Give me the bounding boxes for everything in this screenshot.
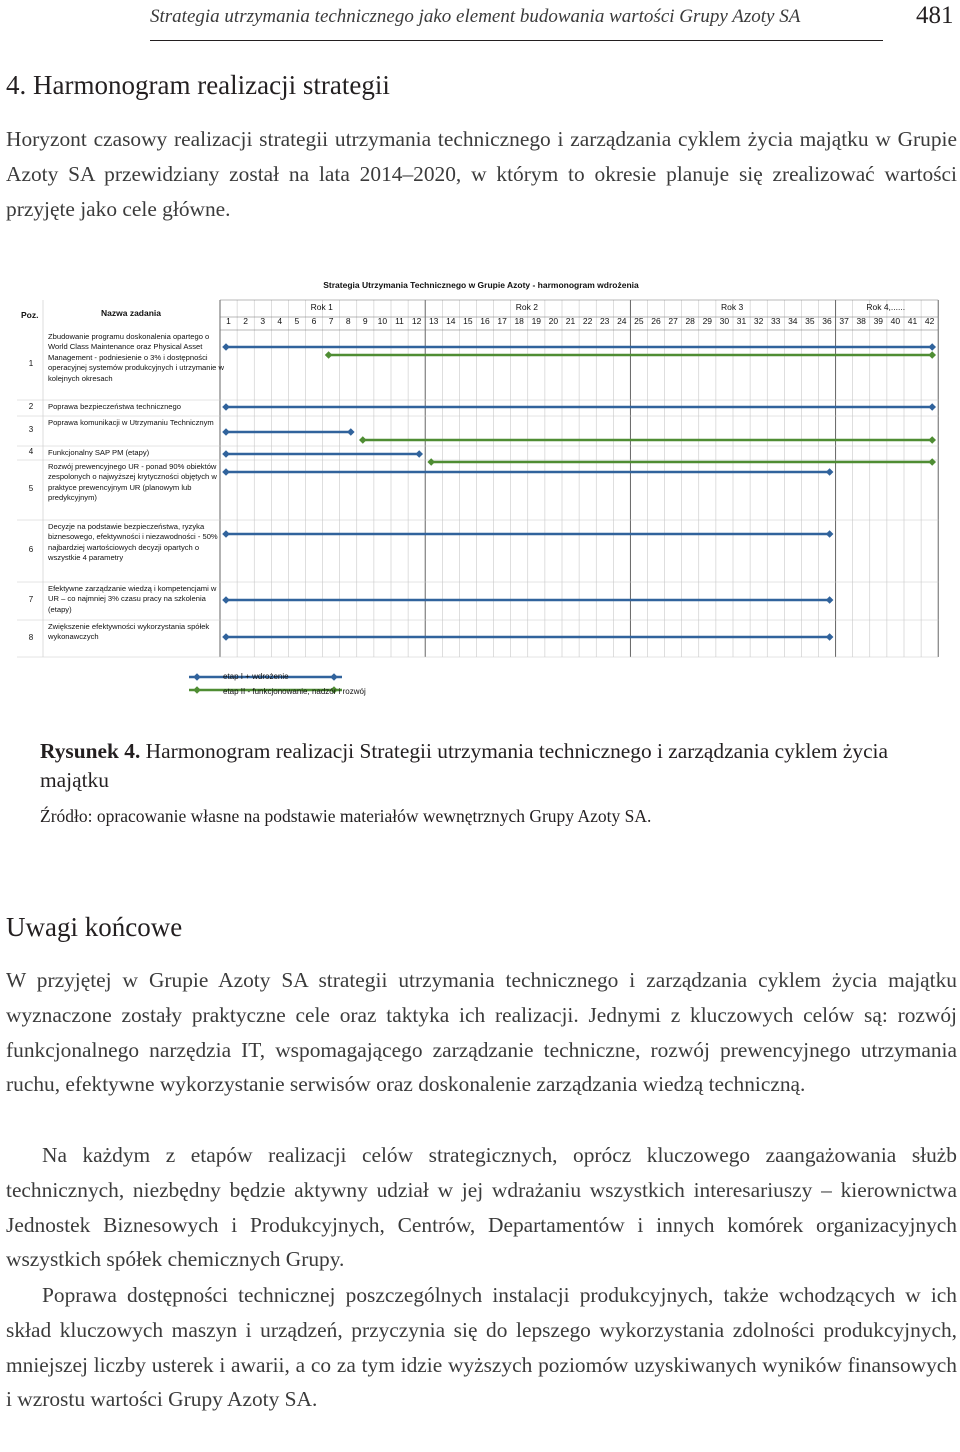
task-name: Poprawa komunikacji w Utrzymaniu Technicznym [48, 418, 214, 427]
closing-paragraph-3: Poprawa dostępności technicznej poszczególnych instalacji produkcyjnych, także wchodzących w ich skład kluczowych maszyn i urządzeń, przyczynia się do lepszego wykorzystania zdolności produkcyjnych, mniejszej liczby usterek i awarii, a co za tym idzie wyższych poziomów uzyskiwanych wyników finansowych i wzrostu wartości Grupy Azoty SA. [6, 1283, 957, 1412]
intro-paragraph: Horyzont czasowy realizacji strategii utrzymania technicznego i zarządzania cyklem życia majątku w Grupie Azoty SA przewidziany został na lata 2014–2020, w którym to okresie planuje się zrealizować wartości przyjęte jako cele główne. [6, 127, 957, 221]
task-name: Zbudowanie programu doskonalenia opartego o World Class Maintenance oraz Physical Asset Management - podniesienie o 3% i dostępności operacyjnej systemów produkcyjnych i utrzymanie w kolejnych okresach [48, 332, 224, 383]
legend-label: etap II - funkcjonowanie, nadzór i rozwój [223, 687, 366, 696]
month-label: 30 [719, 316, 730, 326]
month-label: 32 [753, 316, 764, 326]
task-position: 2 [28, 402, 34, 411]
month-label: 13 [428, 316, 439, 326]
milestone-marker [826, 596, 834, 604]
month-label: 20 [548, 316, 559, 326]
month-label: 26 [651, 316, 661, 326]
month-label: 38 [856, 316, 866, 326]
running-header [0, 0, 960, 42]
month-label: 24 [617, 316, 627, 326]
milestone-marker [325, 351, 333, 359]
year-label: Rok 4,...... [866, 302, 906, 312]
month-label: 34 [788, 316, 798, 326]
milestone-marker [222, 428, 230, 436]
month-label: 7 [328, 316, 334, 326]
month-label: 42 [924, 316, 935, 326]
section-heading: 4. Harmonogram realizacji strategii [6, 70, 390, 100]
month-label: 35 [805, 316, 815, 326]
figure-source: Źródło: opracowanie własne na podstawie materiałów wewnętrznych Grupy Azoty SA. [40, 806, 652, 826]
task-position: 7 [28, 595, 34, 604]
task-position: 6 [28, 545, 34, 554]
month-label: 40 [890, 316, 901, 326]
month-label: 39 [873, 316, 884, 326]
milestone-marker [826, 468, 834, 476]
month-label: 36 [822, 316, 832, 326]
milestone-marker [928, 458, 936, 466]
closing-paragraph-1: W przyjętej w Grupie Azoty SA strategii utrzymania technicznego i zarządzania cyklem życia majątku wyznaczone zostały praktyczne cele oraz taktyka ich realizacji. Jednymi z kluczowych celów są: rozwój funkcjonalnego narzędzia IT, wspomagającego zarządzanie techniczne, rozwój prewencyjnego utrzymania ruchu, efektywne wykorzystanie serwisów oraz doskonalenie zarządzania wiedzą techniczną. [6, 968, 957, 1097]
milestone-marker [330, 673, 338, 681]
year-label: Rok 2 [515, 302, 539, 312]
task-position: 5 [28, 484, 34, 493]
milestone-marker [427, 458, 435, 466]
closing-paragraph-2: Na każdym z etapów realizacji celów strategicznych, oprócz kluczowego zaangażowania służb technicznych, niezbędny będzie aktywny udział w jej wdrażaniu wszystkich interesariuszy – kierownictwa Jednostek Biznesowych i Produkcyjnych, Centrów, Departamentów i innych komórek organizacyjnych wszystkich spółek chemicznych Grupy. [6, 1143, 957, 1272]
month-label: 17 [497, 316, 507, 326]
milestone-marker [826, 530, 834, 538]
month-label: 15 [463, 316, 473, 326]
month-label: 1 [226, 316, 231, 326]
task-name: Poprawa bezpieczeństwa technicznego [48, 402, 181, 411]
milestone-marker [193, 686, 201, 694]
month-label: 25 [634, 316, 644, 326]
month-label: 12 [411, 316, 422, 326]
task-position: 8 [28, 632, 34, 642]
month-label: 37 [839, 316, 849, 326]
closing-heading: Uwagi końcowe [6, 912, 183, 942]
month-label: 31 [736, 316, 747, 326]
task-name: Rozwój prewencyjnego UR - ponad 90% obiektów zespolonych o najwyższej krytyczności objętych w praktyce prewencyjnym UR (planowym lub predykcyjnym) [48, 462, 217, 503]
milestone-marker [193, 673, 201, 681]
month-label: 21 [565, 316, 576, 326]
milestone-marker [826, 633, 834, 641]
month-label: 18 [514, 316, 524, 326]
month-label: 8 [345, 316, 351, 326]
milestone-marker [347, 428, 355, 436]
task-name: Funkcjonalny SAP PM (etapy) [48, 448, 150, 457]
month-label: 41 [907, 316, 918, 326]
month-label: 11 [395, 316, 404, 326]
year-label: Rok 1 [310, 302, 333, 312]
caption-label: Rysunek 4. [40, 739, 141, 763]
running-title: Strategia utrzymania technicznego jako element budowania wartości Grupy Azoty SA [150, 6, 801, 27]
milestone-marker [415, 450, 423, 458]
month-label: 29 [702, 316, 713, 326]
month-label: 16 [480, 316, 490, 326]
header-rule [150, 40, 883, 41]
month-label: 5 [294, 316, 300, 326]
month-label: 3 [260, 316, 266, 326]
milestone-marker [928, 351, 936, 359]
month-label: 33 [770, 316, 781, 326]
task-position: 4 [28, 447, 34, 456]
task-name: Efektywne zarządzanie wiedzą i kompetencjami w UR – co najmniej 3% czasu pracy na szkolenia (etapy) [48, 584, 217, 614]
year-label: Rok 3 [721, 302, 744, 312]
milestone-marker [928, 343, 936, 351]
task-position: 1 [28, 359, 34, 368]
month-label: 6 [311, 316, 317, 326]
col-task-header: Nazwa zadania [101, 308, 161, 318]
col-pos-header: Poz. [21, 310, 39, 320]
milestone-marker [928, 403, 936, 411]
month-label: 27 [668, 316, 678, 326]
legend-label: etap I + wdrożenie [223, 672, 289, 681]
task-name: Zwiększenie efektywności wykorzystania spółek wykonawczych [48, 622, 210, 642]
month-label: 10 [377, 316, 388, 326]
milestone-marker [928, 436, 936, 444]
caption-text: Harmonogram realizacji Strategii utrzymania technicznego i zarządzania cyklem życia majątku [40, 739, 888, 792]
month-label: 28 [685, 316, 695, 326]
gantt-chart [17, 272, 945, 710]
page-number: 481 [916, 2, 954, 29]
month-label: 23 [599, 316, 610, 326]
task-position: 3 [28, 425, 34, 434]
month-label: 4 [277, 316, 283, 326]
task-name: Decyzje na podstawie bezpieczeństwa, ryzyka biznesowego, efektywności i niezawodności - 50% najbardziej wartościowych decyzji opartych o wszystkie 4 parametry [48, 522, 218, 563]
figure-caption [40, 737, 920, 795]
milestone-marker [359, 436, 367, 444]
month-label: 22 [582, 316, 593, 326]
month-label: 2 [243, 316, 248, 326]
month-label: 14 [446, 316, 456, 326]
gantt-title: Strategia Utrzymania Technicznego w Grupie Azoty - harmonogram wdrożenia [323, 280, 639, 290]
month-label: 9 [362, 316, 368, 326]
month-label: 19 [531, 316, 542, 326]
